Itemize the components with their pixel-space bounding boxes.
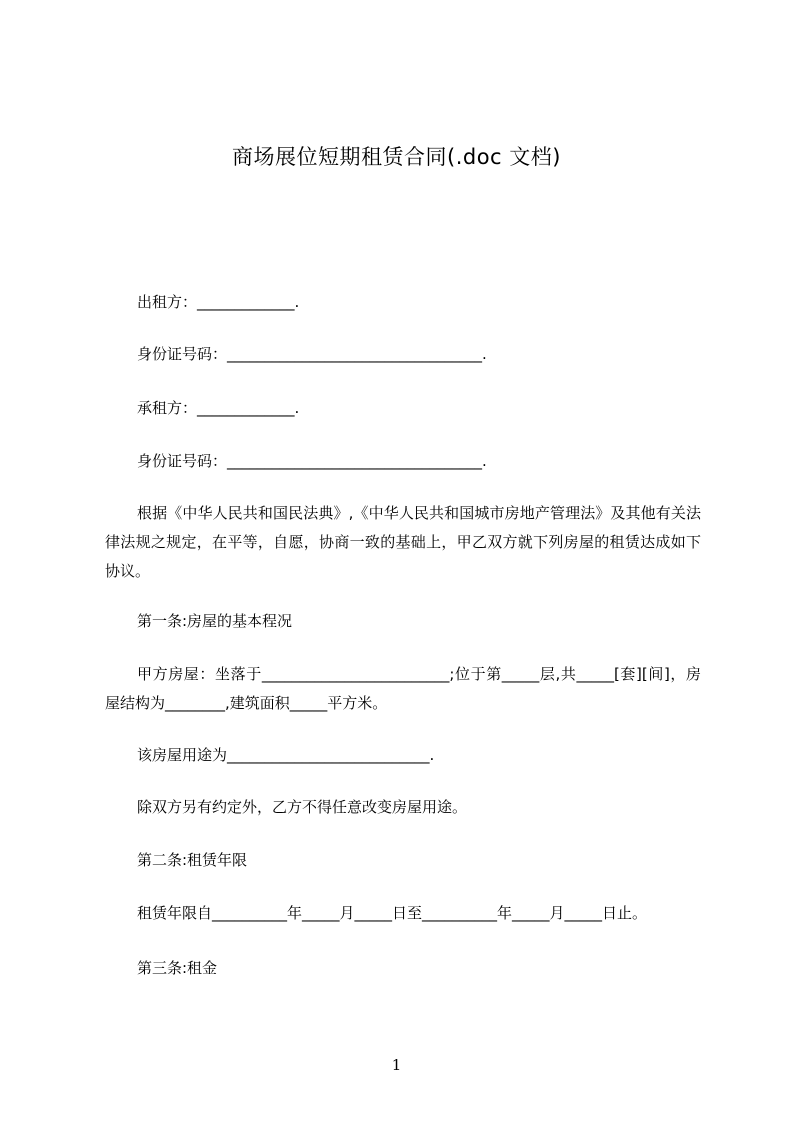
article2-term-line: 租赁年限自__________年_____月_____日至__________年_____月_____日止。 xyxy=(137,904,648,922)
lessee-line: 承租方：_____________. xyxy=(137,399,300,417)
article1-use-line: 该房屋用途为___________________________. xyxy=(137,746,435,764)
article2-heading: 第二条:租赁年限 xyxy=(137,851,248,869)
page-number: 1 xyxy=(391,1056,402,1074)
lessor-id-line: 身份证号码：__________________________________. xyxy=(137,345,487,363)
document-title: 商场展位短期租赁合同(.doc 文档) xyxy=(232,145,561,169)
article1-heading: 第一条:房屋的基本程况 xyxy=(137,612,293,630)
lessee-id-line: 身份证号码：__________________________________. xyxy=(137,452,487,470)
article3-heading: 第三条:租金 xyxy=(137,959,218,977)
article1-house-paragraph: 甲方房屋：坐落于_________________________;位于第_____层,共_____[套][间]，房屋结构为________,建筑面积_____平方米。 xyxy=(105,665,701,712)
article1-restriction-line: 除双方另有约定外，乙方不得任意改变房屋用途。 xyxy=(137,798,468,816)
preamble-paragraph: 根据《中华人民共和国民法典》,《中华人民共和国城市房地产管理法》及其他有关法律法规之规定，在平等，自愿，协商一致的基础上，甲乙双方就下列房屋的租赁达成如下协议。 xyxy=(105,504,701,580)
lessor-line: 出租方：_____________. xyxy=(137,293,300,311)
